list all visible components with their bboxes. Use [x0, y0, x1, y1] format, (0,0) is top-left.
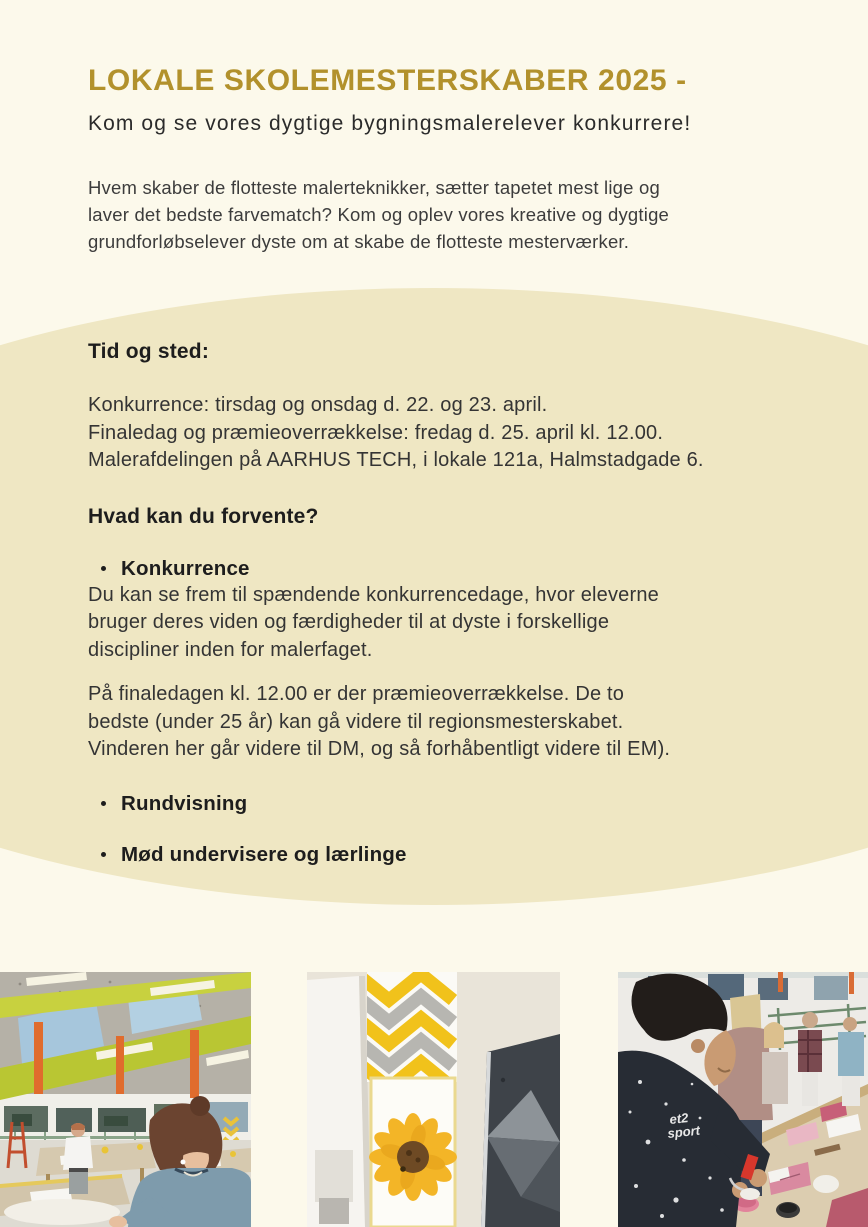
- description-line: bruger deres viden og færdigheder til at dyste i forskellige: [88, 611, 610, 633]
- finale-line: På finaledagen kl. 12.00 er der præmieoverrækkelse. De to: [88, 683, 625, 705]
- photo-chevron-sunflower-panel: [307, 972, 560, 1227]
- time-place-heading: Tid og sted:: [88, 340, 210, 363]
- bullet-dot-icon: [101, 566, 106, 571]
- students-scene: [618, 972, 868, 1227]
- shirt-text: sport: [666, 1122, 701, 1141]
- bullet-dot-icon: [101, 801, 106, 806]
- intro-line: Hvem skaber de flotteste malerteknikker, sætter tapetet mest lige og: [88, 177, 660, 198]
- white-board: [307, 976, 371, 1227]
- photo-students-painting-table: [618, 972, 868, 1227]
- bullet-label: Konkurrence: [121, 556, 250, 580]
- paper-roll: [4, 1199, 120, 1225]
- page-title: LOKALE SKOLEMESTERSKABER 2025 -: [88, 64, 687, 97]
- sunflower-poster: [369, 1078, 457, 1227]
- bullet-dot-icon: [101, 852, 106, 857]
- description-line: Du kan se frem til spændende konkurrencedage, hvor eleverne: [88, 583, 660, 606]
- list-item-konkurrence: [88, 555, 808, 582]
- subtitle: Kom og se vores dygtige bygningsmalerelever konkurrere!: [88, 112, 692, 135]
- bullet-label: Rundvisning: [121, 791, 248, 815]
- finale-paragraph: [88, 681, 808, 764]
- geometric-panel: [481, 1034, 560, 1227]
- finale-line: bedste (under 25 år) kan gå videre til regionsmesterskabet.: [88, 710, 624, 733]
- intro-paragraph: [88, 174, 669, 255]
- workshop-scene: [0, 972, 251, 1227]
- finale-line: Vinderen her går videre til DM, og så forhåbentligt videre til EM).: [88, 738, 671, 760]
- panel-scene: [307, 972, 560, 1227]
- intro-line: laver det bedste farvematch? Kom og oplev vores kreative og dygtige: [88, 204, 670, 225]
- schedule-block: [88, 392, 808, 475]
- chevron-pattern: [357, 972, 457, 1088]
- bullet-label: Mød undervisere og lærlinge: [121, 842, 407, 866]
- description-line: discipliner inden for malerfaget.: [88, 638, 373, 661]
- shirt-text: et2: [668, 1110, 690, 1127]
- list-item-moed-undervisere: [88, 841, 808, 868]
- list-item-rundvisning: [88, 790, 808, 817]
- photo-workshop-overview: [0, 972, 251, 1227]
- schedule-line: Malerafdelingen på AARHUS TECH, i lokale 121a, Halmstadgade 6.: [88, 449, 704, 471]
- schedule-line: Konkurrence: tirsdag og onsdag d. 22. og 23. april.: [88, 394, 548, 416]
- konkurrence-description: [88, 582, 808, 665]
- intro-line: grundforløbselever dyste om at skabe de flotteste mesterværker.: [88, 231, 630, 252]
- schedule-line: Finaledag og præmieoverrækkelse: fredag d. 25. april kl. 12.00.: [88, 421, 664, 444]
- info-panel: [88, 340, 808, 868]
- expect-heading: Hvad kan du forvente?: [88, 504, 319, 528]
